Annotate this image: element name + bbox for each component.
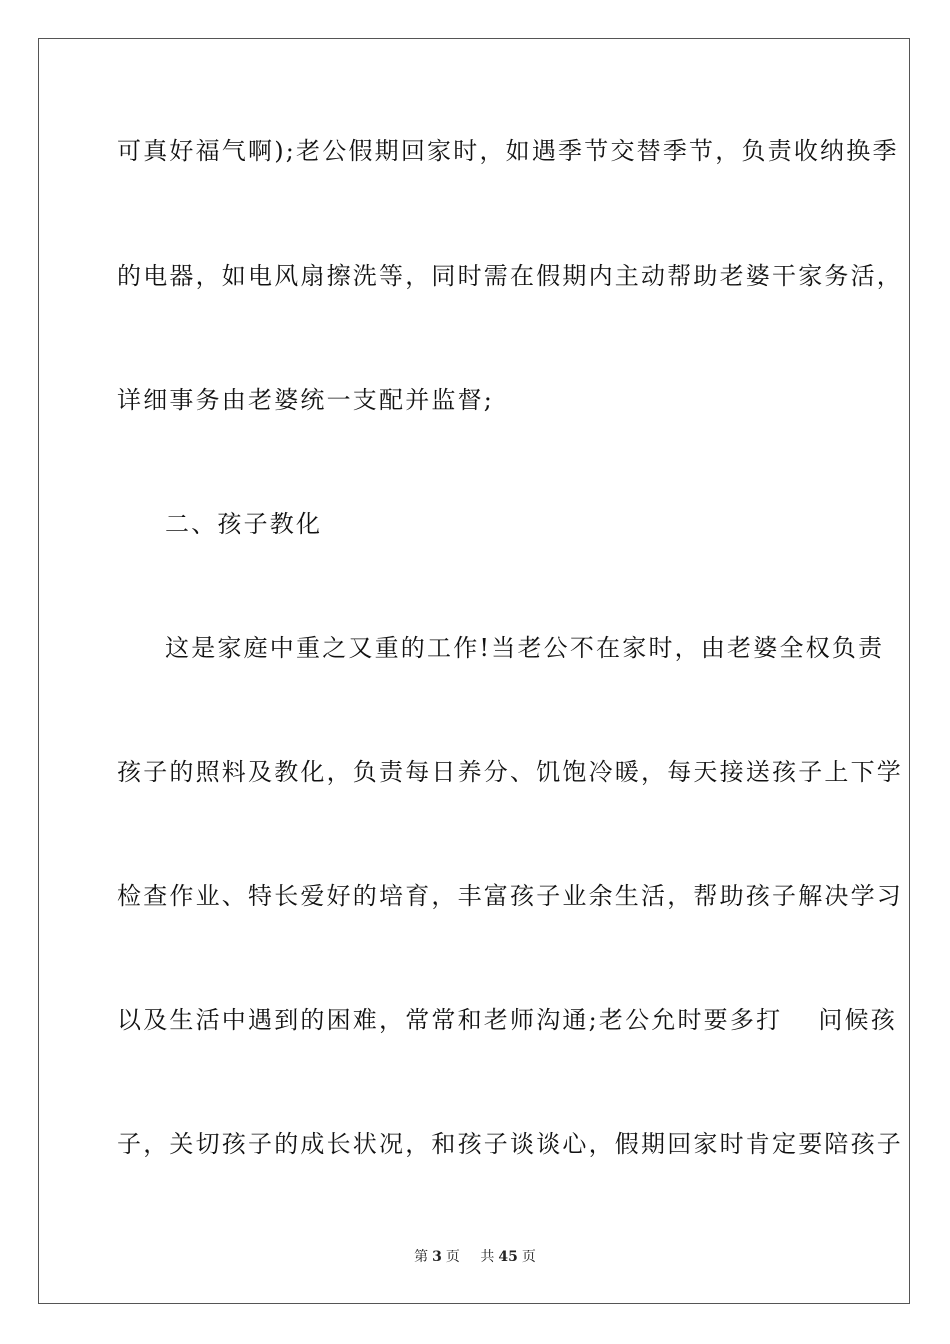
page-suffix: 页 [445,1249,460,1265]
paragraph-line: 详细事务由老婆统一支配并监督; [117,386,495,414]
paragraph-line: 检查作业、特长爱好的培育，丰富孩子业余生活，帮助孩子解决学习 [117,882,903,910]
paragraph-line: 子，关切孩子的成长状况，和孩子谈谈心，假期回家时肯定要陪孩子 [117,1130,903,1158]
section-heading: 二、孩子教化 [165,510,323,538]
paragraph-line: 以及生活中遇到的困难，常常和老师沟通;老公允时要多打 问候孩 [117,1006,897,1034]
paragraph-line: 这是家庭中重之又重的工作!当老公不在家时，由老婆全权负责 [165,634,885,662]
total-indicator [476,1249,539,1265]
paragraph-line: 的电器，如电风扇擦洗等，同时需在假期内主动帮助老婆干家务活， [117,262,903,290]
total-prefix: 共 [480,1249,495,1265]
total-pages: 45 [498,1249,518,1265]
paragraph-line: 孩子的照料及教化，负责每日养分、饥饱冷暖，每天接送孩子上下学 [117,758,903,786]
paragraph-line: 可真好福气啊);老公假期回家时，如遇季节交替季节，负责收纳换季 [117,137,899,165]
page-frame [38,38,910,1304]
page-indicator [410,1249,464,1265]
page-number: 3 [432,1249,442,1265]
total-suffix: 页 [521,1249,536,1265]
page-prefix: 第 [414,1249,429,1265]
page-footer [0,1248,950,1266]
